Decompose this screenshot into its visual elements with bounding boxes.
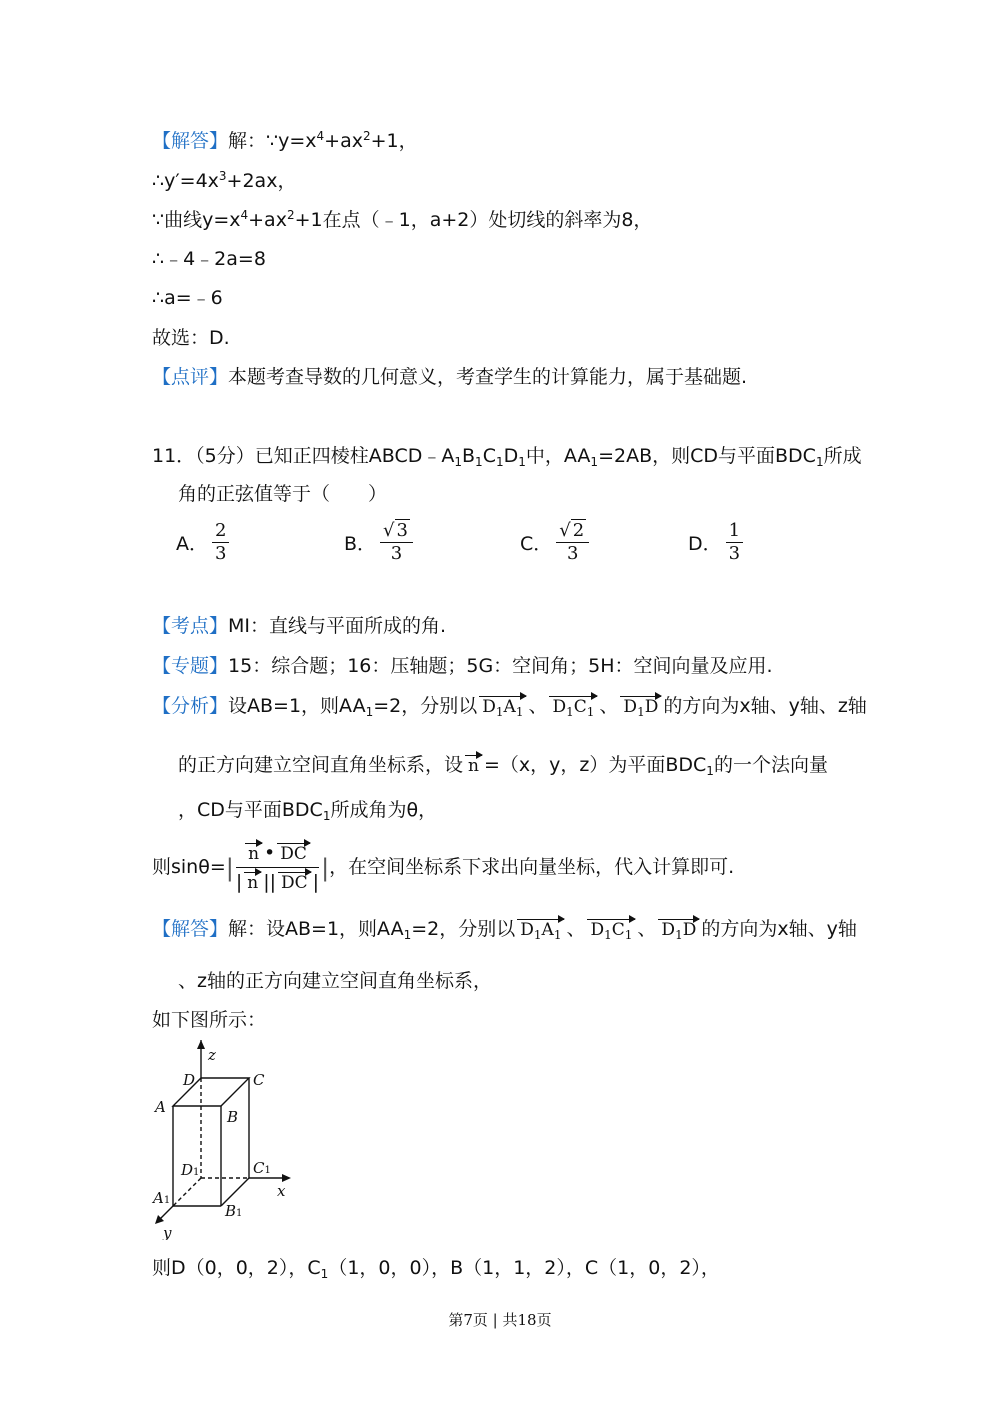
prism-figure (145, 1040, 305, 1240)
label-C: C (253, 1071, 265, 1089)
topic: 【专题】15：综合题；16：压轴题；5G：空间角；5H：空间向量及应用. (152, 655, 773, 677)
option-c-fraction: $\frac{√ 2}{3}$ (556, 520, 589, 565)
knowledge-point: 【考点】MI：直线与平面所成的角. (152, 615, 447, 637)
sine-formula: $\frac{n • DC}{| n || DC |}$ (235, 842, 320, 893)
analysis-line-1: 【分析】设AB=1，则$AA_1=2$，分别以 $D_1A_1$ 、 $D_1C_1$ 、 $D_1D$ 的方向为x轴、y轴、z轴 (152, 695, 867, 719)
option-c: C． $\frac{√ 2}{3}$ (520, 520, 593, 565)
sol11-line-2: 、z轴的正方向建立空间直角坐标系， (178, 970, 492, 992)
label-D: D (183, 1071, 196, 1089)
option-b: B． $\frac{√ 3}{3}$ (344, 520, 417, 565)
comment-tag: 【点评】 (152, 366, 229, 388)
option-b-fraction: $\frac{√ 3}{3}$ (380, 520, 413, 565)
analysis-line-4: 则sinθ=| $\frac{n • DC}{| n || DC |}$ |，在空间坐标系下求出向量坐标，代入计算即可. (152, 842, 735, 893)
sol10-line-6: 故选：D. (152, 327, 230, 349)
analysis-line-2: 的正方向建立空间直角坐标系，设 n =（x，y，z）为平面$BDC_1$的一个法向量 (178, 754, 828, 778)
sqrt-icon: √ 3 (383, 520, 408, 541)
sol10-line-5: ∴a=﹣6 (152, 287, 223, 309)
sol11-line-3: 如下图所示： (152, 1009, 267, 1031)
vector-d1a1: $D_1A_1$ (517, 919, 564, 940)
knowledge-tag: 【考点】 (152, 615, 229, 637)
coordinates-line: 则D（0，0，2），$C_1(1$，0，0），B（1，1，2），C（1，0，2）， (152, 1257, 720, 1281)
sol11-line-1: 【解答】解：设AB=1，则$AA_1=2$，分别以 $D_1A_1$ 、 $D_1C_1$ 、 $D_1D$ 的方向为x轴、y轴 (152, 918, 857, 942)
answer-tag: 【解答】 (152, 918, 229, 940)
vector-d1c1: $D_1C_1$ (549, 696, 597, 717)
hidden-edge-d1a1 (173, 1178, 201, 1206)
sol10-line-3: ∵曲线$y=x^4+ax^2+1$在点（﹣1，a+2）处切线的斜率为8， (152, 208, 653, 231)
label-B: B (227, 1108, 239, 1126)
sol10-line-1: 【解答】解：$\because y=x^4+ax^2+1$， (152, 129, 418, 152)
label-B1: B1 (225, 1202, 243, 1220)
sol10-line-4: ∴﹣4﹣2a=8 (152, 248, 266, 270)
analysis-tag: 【分析】 (152, 695, 229, 717)
vector-d1a1: $D_1A_1$ (479, 696, 526, 717)
page-footer: 第7页 | 共18页 (448, 1311, 552, 1329)
sol10-line-2: $\therefore y'=4x^3+2ax$， (152, 169, 297, 192)
topic-tag: 【专题】 (152, 655, 229, 677)
vector-d1d: $D_1D$ (658, 919, 699, 940)
x-arrow-icon (282, 1174, 291, 1182)
option-d-fraction: $\frac{1}{3}$ (726, 520, 743, 565)
option-a-fraction: $\frac{2}{3}$ (212, 520, 229, 565)
vector-n: n (465, 755, 482, 776)
q11-stem-line-1: 11．（5分）已知正四棱柱$ABCD﹣A_1B_1C_1D_1$中，$AA_1=2AB$，则CD与平面$BDC_1$所成 (152, 445, 862, 469)
sol10-comment: 【点评】本题考查导数的几何意义，考查学生的计算能力，属于基础题. (152, 366, 748, 388)
z-arrow-icon (197, 1040, 205, 1049)
option-a: A． $\frac{2}{3}$ (176, 520, 233, 565)
sqrt-icon: √ 2 (559, 520, 585, 541)
label-A1: A1 (153, 1189, 171, 1207)
label-y: y (163, 1224, 172, 1240)
q11-stem-line-2: 角的正弦值等于（ ） (178, 483, 388, 505)
analysis-line-3: ，CD与平面$BDC_1$所成角为θ， (178, 799, 438, 823)
vector-d1d: $D_1D$ (620, 696, 661, 717)
label-x: x (277, 1182, 286, 1200)
label-D1: D1 (181, 1161, 200, 1179)
label-C1: C1 (253, 1159, 271, 1177)
vector-d1c1: $D_1C_1$ (587, 919, 635, 940)
option-d: D． $\frac{1}{3}$ (688, 520, 747, 565)
answer-tag: 【解答】 (152, 130, 229, 152)
label-A: A (155, 1098, 166, 1116)
label-z: z (208, 1046, 216, 1064)
